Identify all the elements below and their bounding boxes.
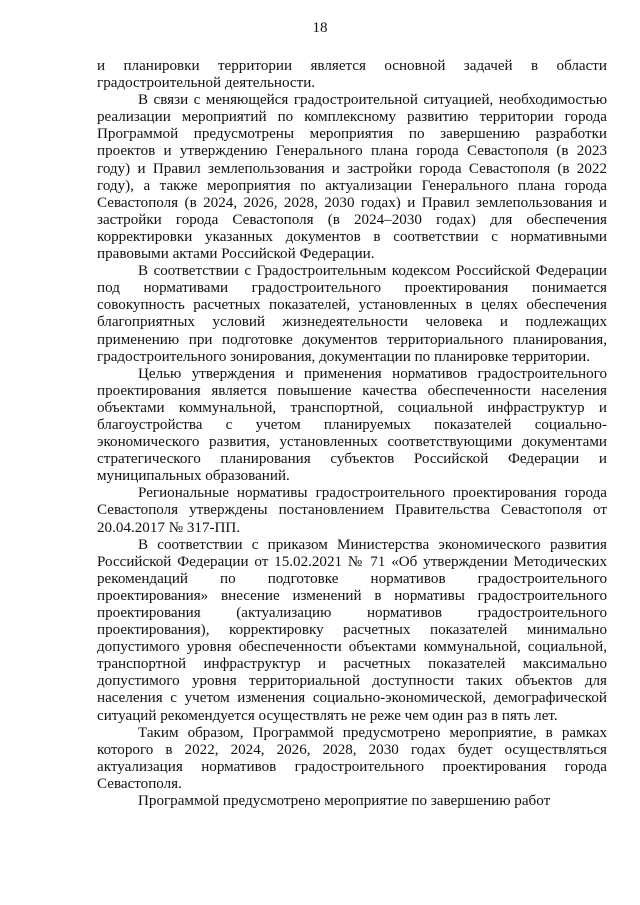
paragraph: В связи с меняющейся градостроительной ситуацией, необходимостью реализации мероприятий по комплексному развитию территории города Программой предусмотрены мероприятия по завершению разработки проектов и утверждению Генерального плана города Севастополя (в 2023 году) и Правил землепользования и застройки города Севастополя (в 2022 году), а также мероприятия по актуализации Генерального плана города Севастополя (в 2024, 2026, 2028, 2030 годах) и Правил землепользования и застройки города Севастополя (в 2024–2030 годах) для обеспечения корректировки указанных документов в соответствии с нормативными правовыми актами Российской Федерации.: [97, 92, 607, 263]
paragraph: В соответствии с приказом Министерства экономического развития Российской Федерации от 15.02.2021 № 71 «Об утверждении Методических рекомендаций по подготовке нормативов градостроительного проектирования» внесение изменений в нормативы градостроительного проектирования (актуализацию нормативов градостроительного проектирования), корректировку расчетных показателей минимально допустимого уровня обеспеченности объектами коммунальной, социальной, транспортной инфраструктур и расчетных показателей максимально допустимого уровня территориальной доступности таких объектов для населения с учетом изменения социально-экономической, демографической ситуаций рекомендуется осуществлять не реже чем один раз в пять лет.: [97, 536, 607, 724]
paragraph: Программой предусмотрено мероприятие по завершению работ: [138, 793, 551, 810]
paragraph: В соответствии с Градостроительным кодексом Российской Федерации под нормативами градостроительного проектирования понимается совокупность расчетных показателей, установленных в целях обеспечения благоприятных условий жизнедеятельности человека и подлежащих применению при подготовке документов территориального планирования, градостроительного зонирования, документации по планировке территории.: [97, 263, 607, 365]
paragraph: Целью утверждения и применения нормативов градостроительного проектирования является повышение качества обеспеченности населения объектами коммунальной, транспортной, социальной инфраструктур и благоустройства с учетом планируемых показателей социально-экономического развития, установленных соответствующими документами стратегического планирования субъектов Российской Федерации и муниципальных образований.: [97, 365, 607, 485]
page-number: 18: [312, 20, 328, 36]
paragraph: Таким образом, Программой предусмотрено мероприятие, в рамках которого в 2022, 2024, 2026, 2028, 2030 годах будет осуществляться актуализация нормативов градостроительного проектирования города Севастополя.: [97, 724, 607, 792]
paragraph: Региональные нормативы градостроительного проектирования города Севастополя утверждены постановлением Правительства Севастополя от 20.04.2017 № 317-ПП.: [97, 485, 607, 536]
paragraph: и планировки территории является основной задачей в области градостроительной деятельности.: [97, 58, 607, 92]
document-body: [97, 58, 607, 810]
